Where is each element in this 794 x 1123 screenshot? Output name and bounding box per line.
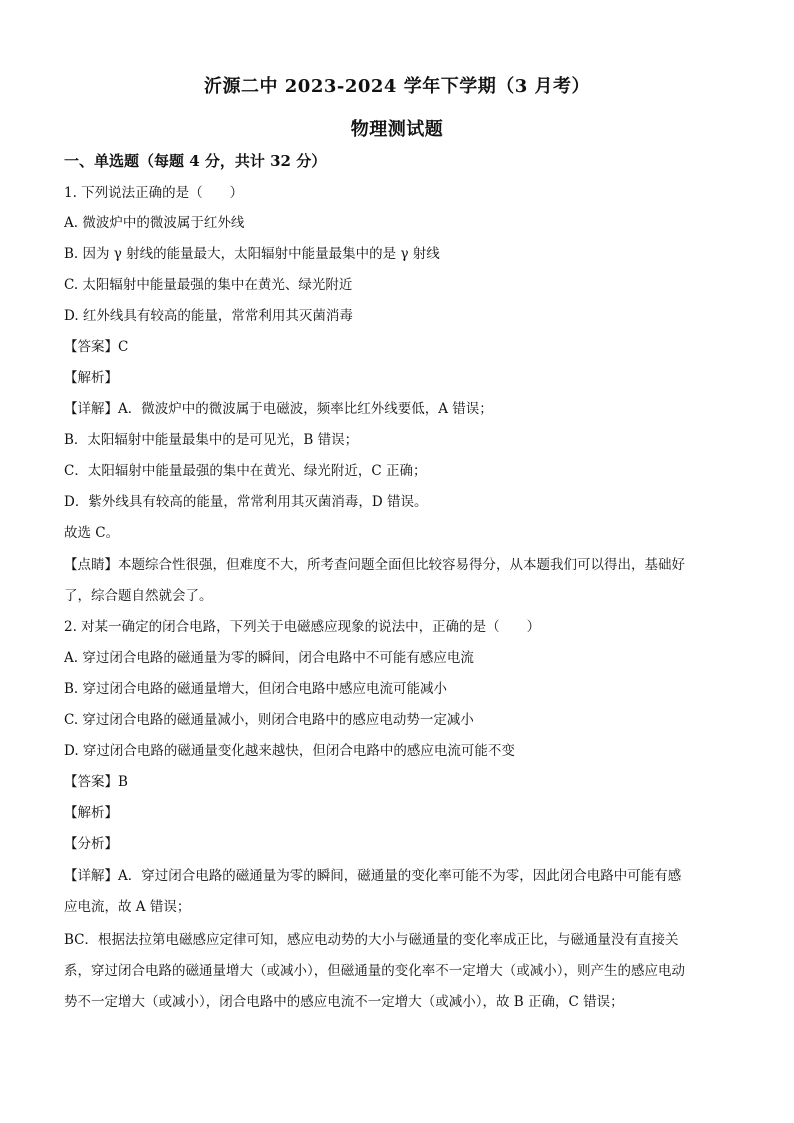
question-1-option-b: B. 因为 γ 射线的能量最大，太阳辐射中能量最集中的是 γ 射线 xyxy=(64,246,440,262)
question-2-option-c: C. 穿过闭合电路的磁通量减小，则闭合电路中的感应电动势一定减小 xyxy=(64,712,474,728)
question-2-option-b: B. 穿过闭合电路的磁通量增大，但闭合电路中感应电流可能减小 xyxy=(64,681,448,697)
question-2-option-d: D. 穿过闭合电路的磁通量变化越来越快，但闭合电路中的感应电流可能不变 xyxy=(64,743,515,759)
question-1-detail-d: D．紫外线具有较高的能量，常常利用其灭菌消毒，D 错误。 xyxy=(64,494,428,510)
question-1-detail-c: C．太阳辐射中能量最强的集中在黄光、绿光附近，C 正确； xyxy=(64,463,427,479)
question-1-option-d: D. 红外线具有较高的能量，常常利用其灭菌消毒 xyxy=(64,308,353,324)
question-2-detail-bc-line-3: 势不一定增大（或减小），闭合电路中的感应电流不一定增大（或减小），故 B 正确，C 错误； xyxy=(64,994,624,1010)
section-heading: 一、单选题（每题 4 分，共计 32 分） xyxy=(64,152,327,170)
question-2-detail-bc-line-1: BC．根据法拉第电磁感应定律可知，感应电动势的大小与磁通量的变化率成正比，与磁通量没有直接关 xyxy=(64,932,679,948)
question-2-detail-a-line-1: 【详解】A．穿过闭合电路的磁通量为零的瞬间，磁通量的变化率可能不为零，因此闭合电路中可能有感 xyxy=(64,868,682,884)
question-1-stem: 1. 下列说法正确的是（ ） xyxy=(64,185,244,201)
question-1-detail-a: 【详解】A．微波炉中的微波属于电磁波，频率比红外线要低，A 错误； xyxy=(64,401,493,417)
document-title: 沂源二中 2023-2024 学年下学期（3 月考） xyxy=(204,76,590,97)
question-1-comment-line-2: 了，综合题自然就会了。 xyxy=(64,588,213,604)
question-1-answer: 【答案】C xyxy=(64,339,129,355)
document-subtitle: 物理测试题 xyxy=(350,119,444,140)
question-2-analysis-label: 【解析】 xyxy=(64,805,118,821)
question-2-stem: 2. 对某一确定的闭合电路，下列关于电磁感应现象的说法中，正确的是（ ） xyxy=(64,619,541,635)
question-1-choice: 故选 C。 xyxy=(64,525,120,541)
question-1-detail-b: B．太阳辐射中能量最集中的是可见光，B 错误； xyxy=(64,432,359,448)
question-1-option-a: A. 微波炉中的微波属于红外线 xyxy=(64,215,245,231)
question-2-detail-bc-line-2: 系，穿过闭合电路的磁通量增大（或减小），但磁通量的变化率不一定增大（或减小），则产生的感应电动 xyxy=(64,963,685,979)
question-2-option-a: A. 穿过闭合电路的磁通量为零的瞬间，闭合电路中不可能有感应电流 xyxy=(64,650,474,666)
question-1-analysis-label: 【解析】 xyxy=(64,370,118,386)
question-2-answer: 【答案】B xyxy=(64,774,128,790)
question-1-comment-line-1: 【点睛】本题综合性很强，但难度不大，所考查问题全面但比较容易得分，从本题我们可以得出，基础好 xyxy=(64,557,685,573)
question-2-analysis-sub-label: 【分析】 xyxy=(64,836,118,852)
question-2-detail-a-line-2: 应电流，故 A 错误； xyxy=(64,899,191,915)
question-1-option-c: C. 太阳辐射中能量最强的集中在黄光、绿光附近 xyxy=(64,277,353,293)
